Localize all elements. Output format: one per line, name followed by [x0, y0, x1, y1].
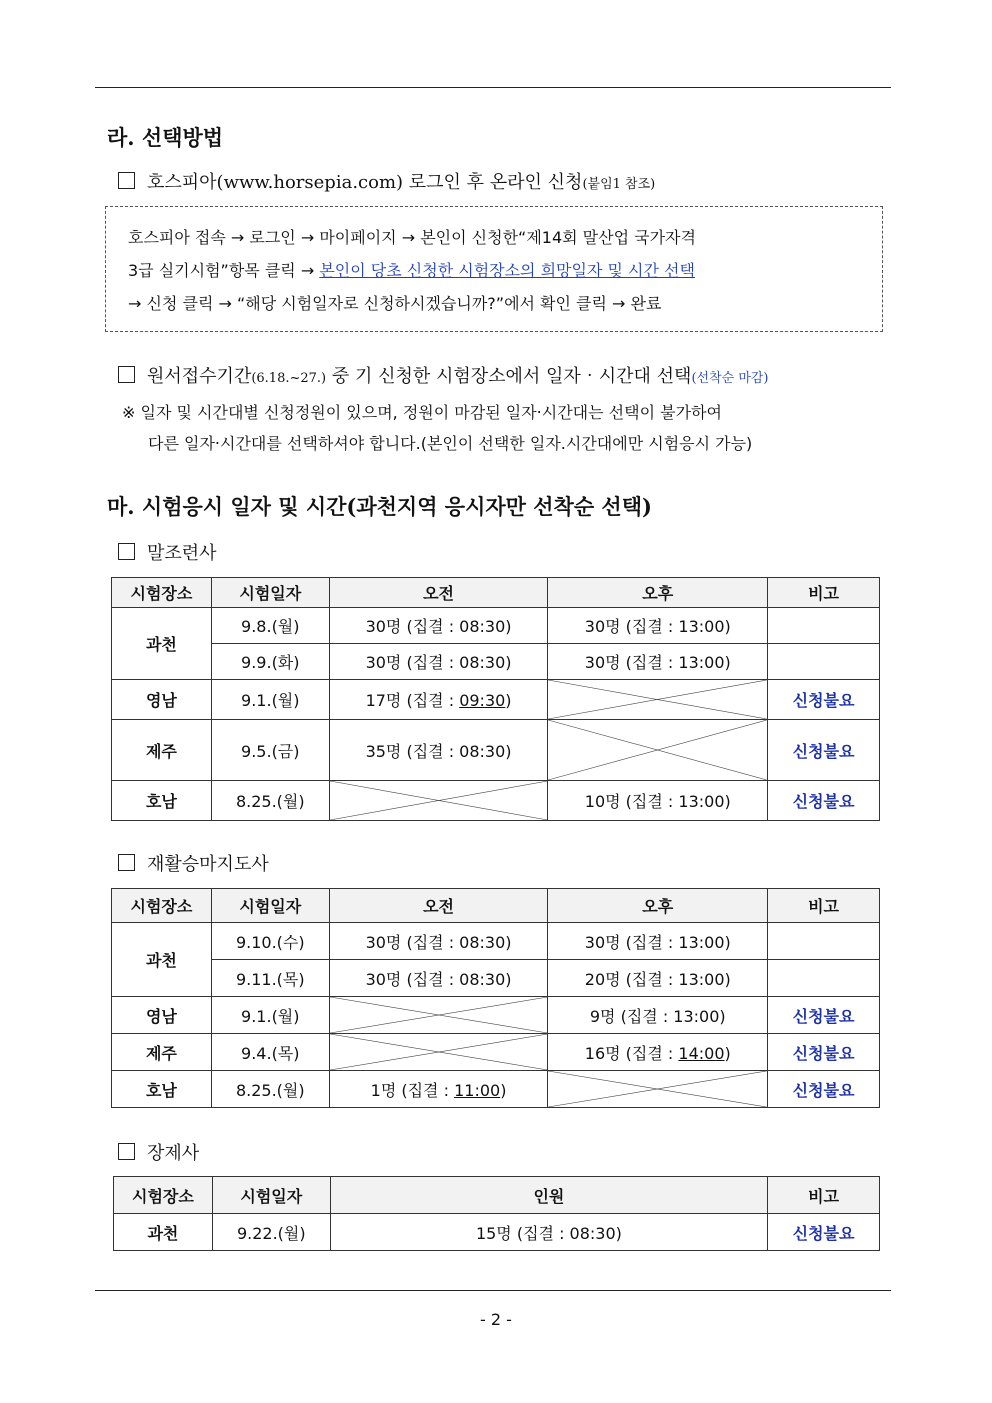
farrier-schedule-table — [113, 1176, 880, 1251]
header-people: 인원 — [330, 1177, 767, 1214]
date-cell: 9.1.(월) — [211, 680, 329, 720]
remark-cell: 신청불요 — [768, 720, 880, 781]
pm-cell: 30명 (집결 : 13:00) — [548, 923, 768, 960]
place-cell: 제주 — [112, 720, 212, 781]
pm-cell: 9명 (집결 : 13:00) — [548, 997, 768, 1034]
method-item-1-text: 호스피아(www.horsepia.com) 로그인 후 온라인 신청 — [147, 172, 583, 193]
checkbox-square-icon — [118, 1143, 135, 1160]
steps-line-1: 호스피아 접속 → 로그인 → 마이페이지 → 본인이 신청한“제14회 말산업 국가자격 — [128, 228, 696, 247]
pm-time: 14:00 — [678, 1043, 725, 1063]
bottom-rule — [95, 1290, 891, 1291]
rehab-riding-instructor-schedule-table — [111, 888, 880, 1108]
remark-cell: 신청불요 — [768, 680, 880, 720]
pm-cell: 10명 (집결 : 13:00) — [548, 781, 768, 821]
cross-out-icon — [330, 1034, 548, 1070]
am-time: 09:30 — [459, 691, 506, 710]
pm-cell — [548, 1034, 768, 1071]
remark-cell: 신청불요 — [768, 997, 880, 1034]
place-cell: 제주 — [112, 1034, 212, 1071]
header-remark: 비고 — [768, 578, 880, 608]
not-applicable-cell — [548, 680, 768, 720]
am-text-end: ) — [500, 1080, 507, 1100]
place-cell: 영남 — [112, 997, 212, 1034]
header-date: 시험일자 — [212, 1177, 330, 1214]
place-cell: 호남 — [112, 1071, 212, 1108]
table1-title — [118, 539, 217, 565]
remark-cell — [768, 644, 880, 680]
am-cell — [329, 680, 548, 720]
checkbox-square-icon — [118, 366, 135, 383]
date-cell: 9.1.(월) — [211, 997, 329, 1034]
cross-out-icon — [330, 781, 548, 820]
header-place: 시험장소 — [114, 1177, 213, 1214]
am-cell: 30명 (집결 : 08:30) — [329, 608, 548, 644]
table3-title — [118, 1139, 199, 1165]
header-am: 오전 — [329, 889, 548, 923]
date-cell: 9.22.(월) — [212, 1214, 330, 1251]
cross-out-icon — [548, 680, 767, 719]
page-number: - 2 - — [480, 1310, 512, 1329]
header-place: 시험장소 — [112, 578, 212, 608]
not-applicable-cell — [329, 997, 548, 1034]
section-ma-title: 마. 시험응시 일자 및 시간(과천지역 응시자만 선착순 선택) — [107, 494, 652, 519]
checkbox-square-icon — [118, 854, 135, 871]
header-pm: 오후 — [548, 889, 768, 923]
top-rule — [95, 87, 891, 88]
date-cell: 8.25.(월) — [211, 1071, 329, 1108]
remark-cell: 신청불요 — [768, 781, 880, 821]
method-item-2 — [118, 362, 769, 388]
pm-text-end: ) — [724, 1043, 731, 1063]
date-cell: 9.9.(화) — [211, 644, 329, 680]
cross-out-icon — [548, 1071, 767, 1107]
pm-cell: 30명 (집결 : 13:00) — [548, 608, 768, 644]
am-text: 1명 (집결 : — [370, 1080, 455, 1100]
date-cell: 9.11.(목) — [211, 960, 329, 997]
date-cell: 9.8.(월) — [211, 608, 329, 644]
cross-out-icon — [330, 997, 548, 1033]
table2-title — [118, 850, 269, 876]
not-applicable-cell — [329, 1034, 548, 1071]
pm-cell: 30명 (집결 : 13:00) — [548, 644, 768, 680]
application-steps-box — [105, 206, 883, 332]
remark-cell: 신청불요 — [768, 1214, 880, 1251]
am-cell — [329, 1071, 548, 1108]
header-am: 오전 — [329, 578, 548, 608]
steps-line-3: → 신청 클릭 → “해당 시험일자로 신청하시겠습니까?”에서 확인 클릭 → 완료 — [128, 294, 662, 313]
pm-cell: 20명 (집결 : 13:00) — [548, 960, 768, 997]
header-date: 시험일자 — [211, 578, 329, 608]
header-pm: 오후 — [548, 578, 768, 608]
place-cell: 호남 — [112, 781, 212, 821]
not-applicable-cell — [329, 781, 548, 821]
date-cell: 9.4.(목) — [211, 1034, 329, 1071]
people-cell: 15명 (집결 : 08:30) — [330, 1214, 767, 1251]
header-date: 시험일자 — [211, 889, 329, 923]
remark-cell: 신청불요 — [768, 1034, 880, 1071]
section-ra-title: 라. 선택방법 — [107, 125, 224, 150]
place-cell: 과천 — [112, 923, 212, 997]
capacity-note-line-1: ※ 일자 및 시간대별 신청정원이 있으며, 정원이 마감된 일자‧시간대는 선택이 불가하여 — [122, 403, 722, 422]
header-remark: 비고 — [768, 889, 880, 923]
method-item-1-note: (붙임1 참조) — [582, 177, 656, 192]
checkbox-square-icon — [118, 543, 135, 560]
not-applicable-cell — [548, 720, 768, 781]
date-cell: 8.25.(월) — [211, 781, 329, 821]
horse-trainer-schedule-table — [111, 577, 880, 821]
cross-out-icon — [548, 720, 767, 780]
am-text-end: ) — [505, 691, 512, 710]
method-item-2-period: (6.18.~27.) — [251, 371, 327, 386]
capacity-note — [122, 397, 752, 459]
table3-title-text: 장제사 — [147, 1143, 200, 1164]
steps-line-2 — [128, 254, 882, 287]
am-cell: 30명 (집결 : 08:30) — [329, 644, 548, 680]
header-place: 시험장소 — [112, 889, 212, 923]
not-applicable-cell — [548, 1071, 768, 1108]
method-item-2-text-b: 중 기 신청한 시험장소에서 일자‧시간대 선택 — [326, 366, 692, 387]
am-cell: 35명 (집결 : 08:30) — [329, 720, 548, 781]
steps-line-2-link: 본인이 당초 신청한 시험장소의 희망일자 및 시간 선택 — [319, 261, 695, 280]
capacity-note-line-2: 다른 일자‧시간대를 선택하셔야 합니다.(본인이 선택한 일자.시간대에만 시험응시 가능) — [148, 434, 753, 453]
place-cell: 과천 — [114, 1214, 213, 1251]
remark-cell — [768, 608, 880, 644]
date-cell: 9.5.(금) — [211, 720, 329, 781]
table1-title-text: 말조련사 — [147, 543, 217, 564]
header-remark: 비고 — [768, 1177, 880, 1214]
remark-cell — [768, 960, 880, 997]
steps-line-2-text: 3급 실기시험”항목 클릭 → — [128, 261, 320, 280]
remark-cell — [768, 923, 880, 960]
pm-text: 16명 (집결 : — [584, 1043, 679, 1063]
am-time: 11:00 — [454, 1080, 501, 1100]
am-cell: 30명 (집결 : 08:30) — [329, 960, 548, 997]
place-cell: 과천 — [112, 608, 212, 680]
date-cell: 9.10.(수) — [211, 923, 329, 960]
checkbox-square-icon — [118, 172, 135, 189]
method-item-2-text-a: 원서접수기간 — [147, 366, 252, 387]
am-text: 17명 (집결 : — [365, 691, 460, 710]
place-cell: 영남 — [112, 680, 212, 720]
table2-title-text: 재활승마지도사 — [147, 854, 269, 875]
method-item-2-note: (선착순 마감) — [691, 371, 769, 386]
am-cell: 30명 (집결 : 08:30) — [329, 923, 548, 960]
method-item-1 — [118, 168, 655, 194]
remark-cell: 신청불요 — [768, 1071, 880, 1108]
